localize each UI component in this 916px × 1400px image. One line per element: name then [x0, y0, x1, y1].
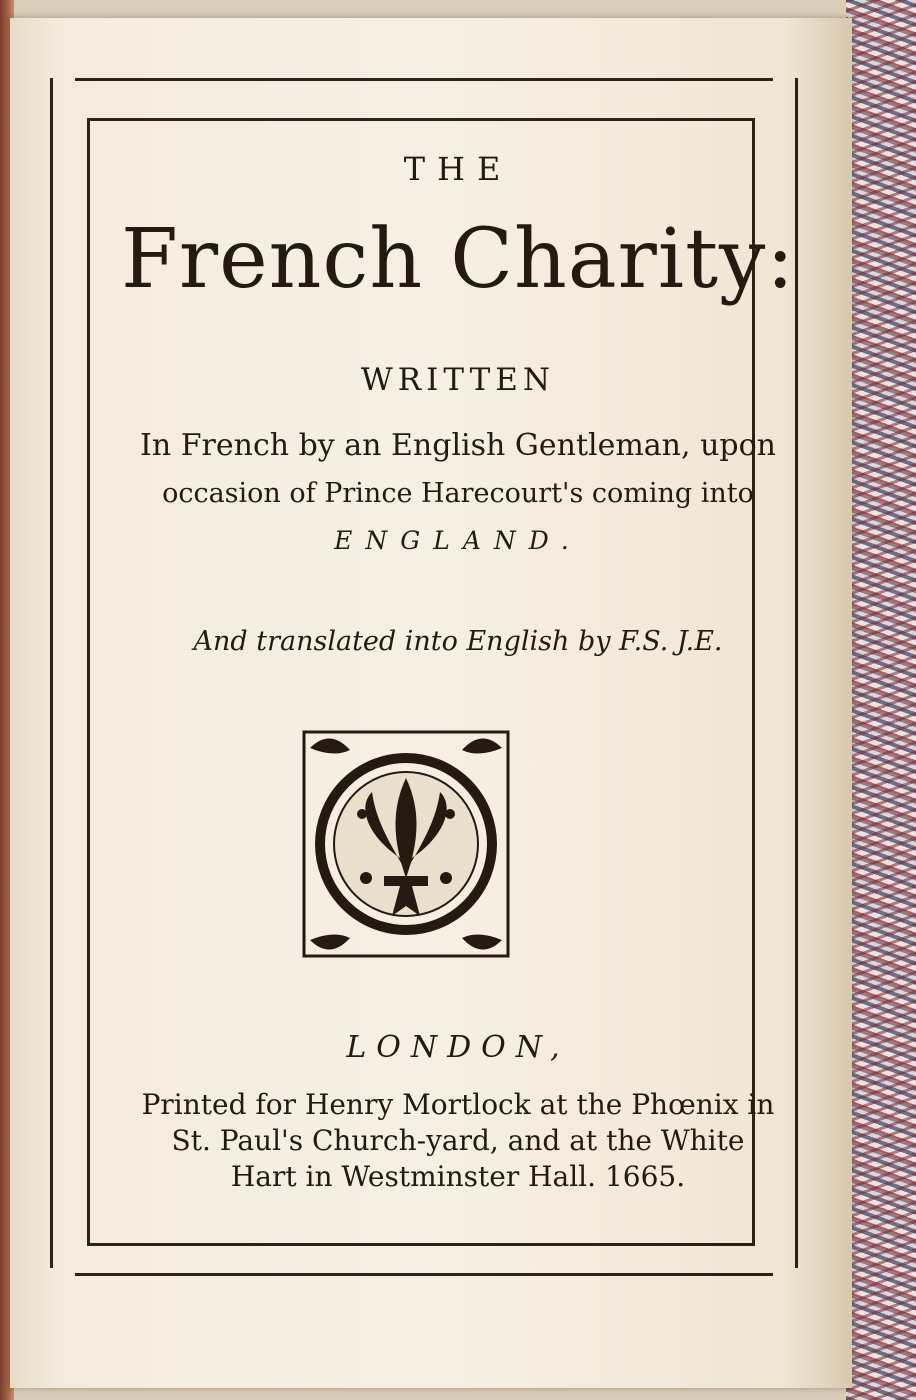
translator-line: And translated into English by F.S. J.E. [193, 626, 723, 657]
outer-frame-bottom-rule [75, 1273, 773, 1276]
heading-the: THE [403, 150, 513, 188]
description-line-1: In French by an English Gentleman, upon [140, 428, 776, 463]
imprint-city: LONDON, [346, 1030, 570, 1065]
description-line-2: occasion of Prince Harecourt's coming into [162, 478, 754, 509]
imprint-line-1: Printed for Henry Mortlock at the Phœnix in [141, 1088, 775, 1121]
outer-frame-top-rule [75, 78, 773, 81]
imprint-line-2: St. Paul's Church-yard, and at the White [171, 1124, 745, 1157]
description-line-3: ENGLAND. [334, 526, 582, 555]
imprint-line-3: Hart in Westminster Hall. 1665. [230, 1160, 686, 1193]
heading-written: WRITTEN [360, 362, 556, 398]
fleur-de-lis-icon [300, 728, 512, 960]
book-title: French Charity: [120, 212, 795, 307]
